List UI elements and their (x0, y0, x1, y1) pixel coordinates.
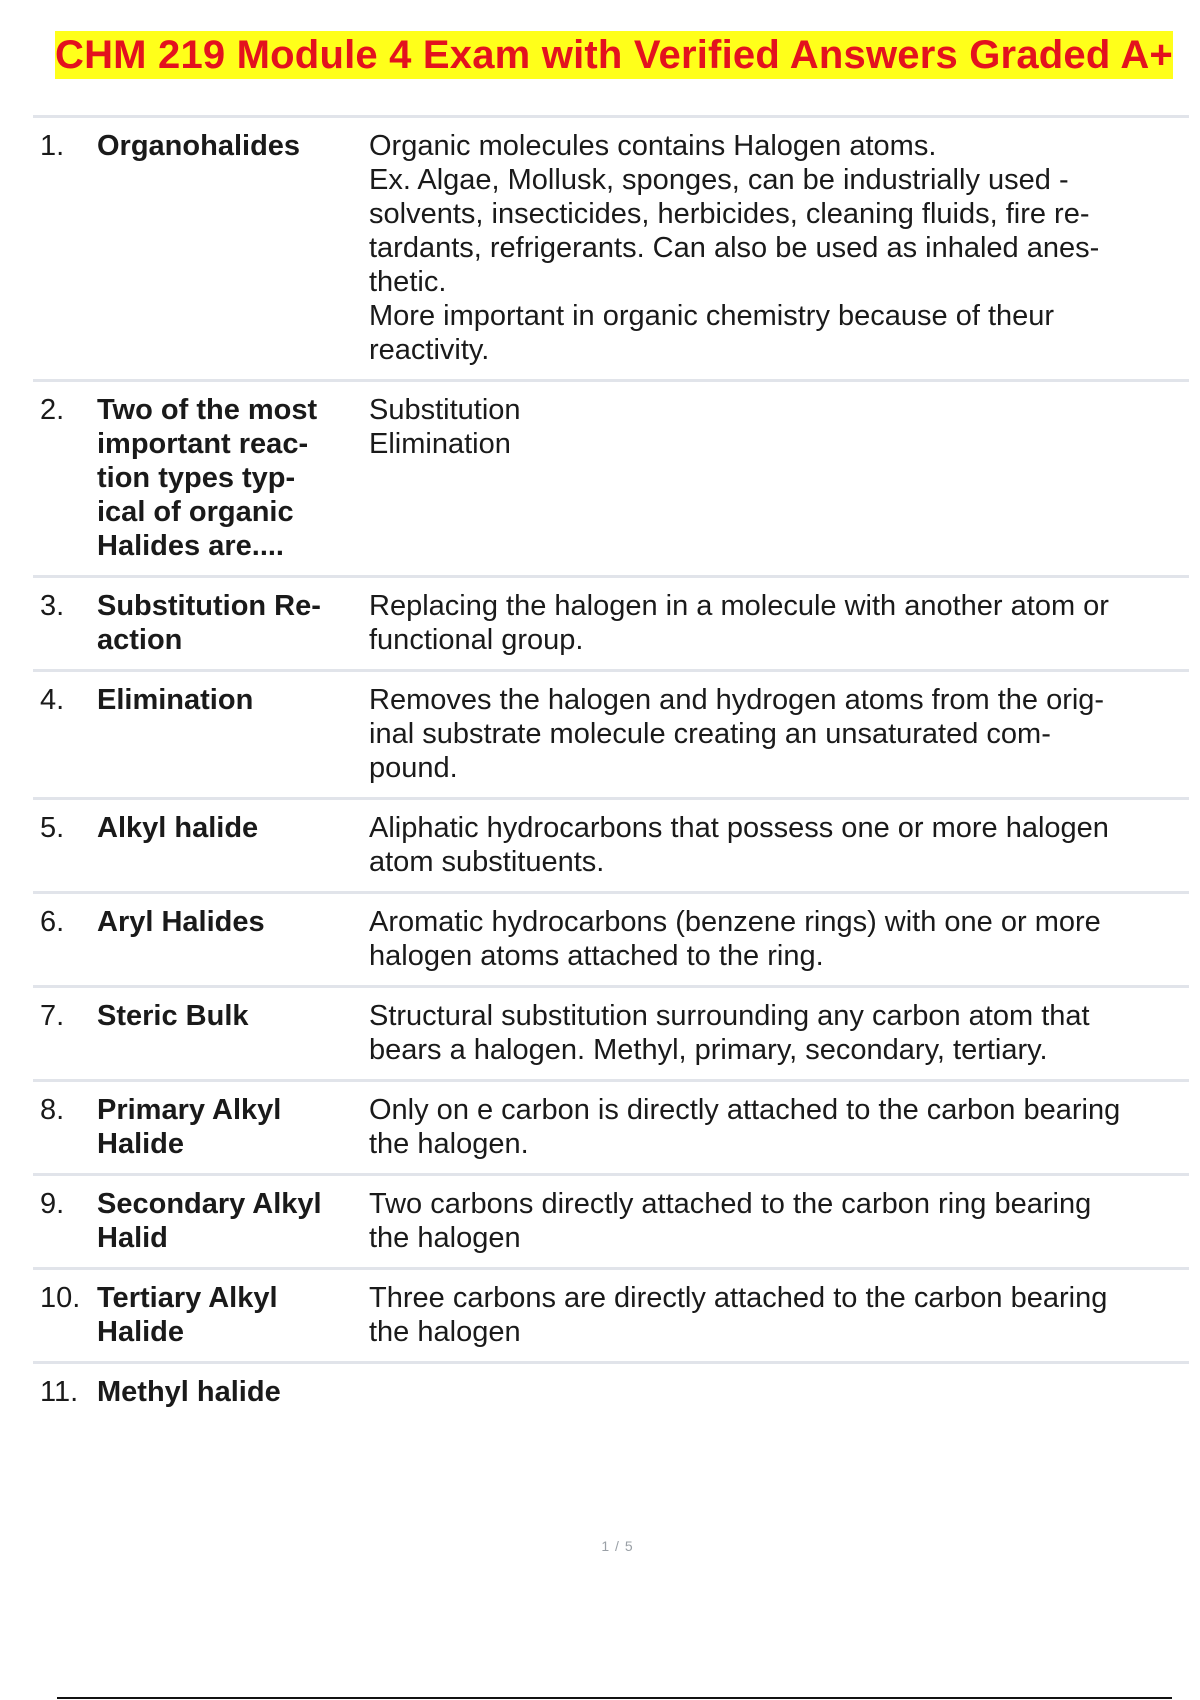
row-number: 10. (40, 1282, 81, 1314)
table-row (33, 118, 1189, 382)
definition: Three carbons are directly attached to the carbon bearing the halogen (369, 1282, 1108, 1348)
row-number: 3. (40, 590, 65, 622)
row-number: 2. (40, 394, 65, 426)
flashcard-table (33, 115, 1189, 1421)
definition: Substitution Elimination (369, 394, 521, 460)
table-row (33, 672, 1189, 800)
definition: Aliphatic hydrocarbons that possess one or more halogen atom substituents. (369, 812, 1109, 878)
definition (369, 1375, 1189, 1409)
term: Substitution Re- action (97, 590, 321, 656)
row-number: 7. (40, 1000, 65, 1032)
row-number: 8. (40, 1094, 65, 1126)
table-row (33, 578, 1189, 672)
definition: Two carbons directly attached to the carbon ring bearing the halogen (369, 1188, 1092, 1254)
definition: Replacing the halogen in a molecule with another atom or functional group. (369, 590, 1109, 656)
definition: Only on e carbon is directly attached to the carbon bearing the halogen. (369, 1094, 1121, 1160)
table-row (33, 1270, 1189, 1364)
row-number: 11. (40, 1376, 79, 1408)
definition: Removes the halogen and hydrogen atoms from the orig- inal substrate molecule creating an unsaturated com- pound. (369, 684, 1105, 784)
term: Elimination (97, 684, 254, 716)
term: Organohalides (97, 130, 301, 162)
definition: Aromatic hydrocarbons (benzene rings) with one or more halogen atoms attached to the ring. (369, 906, 1101, 972)
definition: Structural substitution surrounding any carbon atom that bears a halogen. Methyl, primary, secondary, tertiary. (369, 1000, 1090, 1066)
row-number: 5. (40, 812, 65, 844)
row-number: 1. (40, 130, 65, 162)
table-row (33, 800, 1189, 894)
row-number: 6. (40, 906, 65, 938)
term: Tertiary Alkyl Halide (97, 1282, 278, 1348)
footer-divider (57, 1697, 1172, 1699)
page-title: CHM 219 Module 4 Exam with Verified Answers Graded A+ (55, 33, 1173, 77)
term: Two of the most important reac- tion types typ- ical of organic Halides are.... (97, 394, 318, 562)
term: Secondary Alkyl Halid (97, 1188, 322, 1254)
table-row (33, 1082, 1189, 1176)
table-row (33, 988, 1189, 1082)
table-row (33, 894, 1189, 988)
term: Methyl halide (97, 1376, 281, 1408)
term: Steric Bulk (97, 1000, 249, 1032)
table-row (33, 1176, 1189, 1270)
definition: Organic molecules contains Halogen atoms. Ex. Algae, Mollusk, sponges, can be industrially used - solvents, insecticides, herbicides, cleaning fluids, fire re- tardants, refrigerants. Can also be used as inhaled anes- thetic. More important in organic chemistry because of theur reactivity. (369, 130, 1100, 366)
table-row (33, 1364, 1189, 1421)
term: Aryl Halides (97, 906, 265, 938)
row-number: 4. (40, 684, 65, 716)
row-number: 9. (40, 1188, 65, 1220)
term: Alkyl halide (97, 812, 259, 844)
term: Primary Alkyl Halide (97, 1094, 282, 1160)
page-number: 1 / 5 (601, 1538, 634, 1554)
table-row (33, 382, 1189, 578)
title-highlight (55, 31, 1173, 79)
